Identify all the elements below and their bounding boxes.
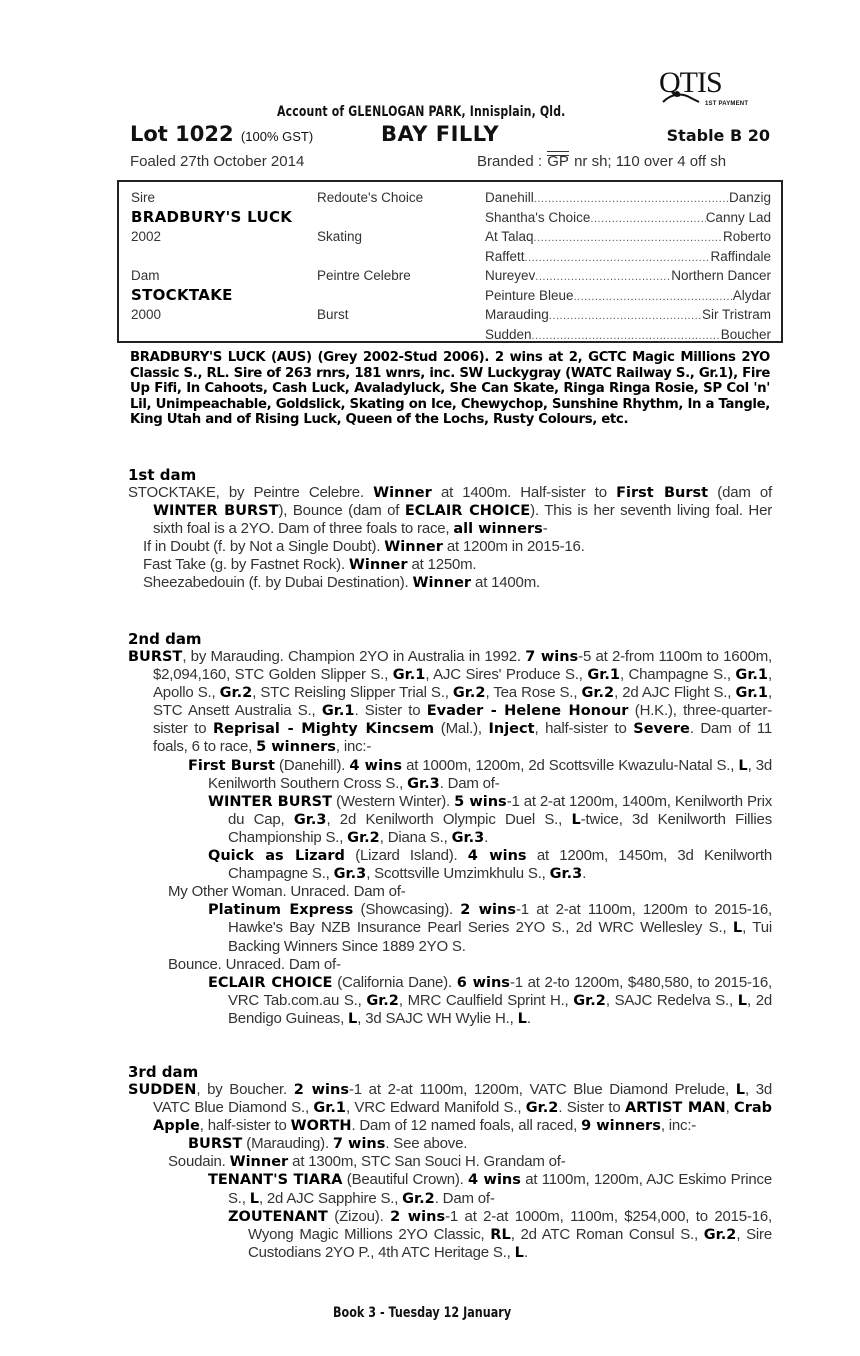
grandsire-maternal: Peintre Celebre [317,268,411,283]
sire-year: 2002 [131,229,162,244]
pedigree-line: Nureyev ..... Northern Dancer [485,266,771,286]
progeny-list [128,1135,772,1262]
dam-name: STOCKTAKE [131,285,233,304]
sire-name: BRADBURY'S LUCK [131,207,293,226]
horse-description: BAY FILLY [381,122,500,146]
pedigree-line: At Talaq ..... Roberto [485,227,771,247]
grandsire-paternal: Redoute's Choice [317,190,424,205]
pedigree-great-grandparents [485,188,771,344]
progeny-entry: Platinum Express (Showcasing). 2 wins-1 at 2-at 1100m, 1200m to 2015-16, Hawke's Bay NZB Insurance Pearl Series 2YO S., 2d WRC Wellesley S., L, Tui Backing Winners Since 1889 2YO S. [208,901,772,955]
qtis-logo [647,68,757,112]
lot-header [130,122,770,150]
dam-year: 2000 [131,307,162,322]
section-heading: 2nd dam [128,630,202,648]
lot-number: Lot 1022 (100% GST) [130,122,314,146]
sire-summary: BRADBURY'S LUCK (AUS) (Grey 2002-Stud 2006). 2 wins at 2, GCTC Magic Millions 2YO Classic S., RL. Sire of 263 rnrs, 181 wnrs, inc. SW Luckygray (WATC Railway S., Gr.1), Fire Up Fifi, In Cahoots, Cash Luck, Avaladyluck, She Can Skate, Ringa Ringa Rosie, SP Col 'n' Lil, Unimpeachable, Goldslick, Skating on Ice, Chewychop, Sunshine Rhythm, In a Tangle, King Utah and of Rising Luck, Queen of the Lochs, Rusty Colours, etc. [130,350,770,428]
brand-mark-icon: GP [547,153,569,170]
logo-text: QTIS [659,66,722,99]
progeny-entry: TENANT'S TIARA (Beautiful Crown). 4 wins at 1100m, 1200m, AJC Eskimo Prince S., L, 2d AJC Sapphire S., Gr.2. Dam of- [208,1171,772,1207]
progeny-entry: ECLAIR CHOICE (California Dane). 6 wins-1 at 2-to 1200m, $480,580, to 2015-16, VRC Tab.com.au S., Gr.2, MRC Caulfield Sprint H., Gr.2, SAJC Redelva S., L, 2d Bendigo Guineas, L, 3d SAJC WH Wylie H., L. [208,973,773,1027]
pedigree-line: Sudden ..... Boucher [485,325,771,345]
section-heading: 3rd dam [128,1063,199,1081]
progeny-entry: My Other Woman. Unraced. Dam of- [168,883,406,901]
pedigree-line: Raffett ..... Raffindale [485,247,771,267]
section-heading: 1st dam [128,466,197,484]
foal-entry: Sheezabedouin (f. by Dubai Destination). Winner at 1400m. [143,574,540,592]
foal-entry: Fast Take (g. by Fastnet Rock). Winner at 1250m. [143,556,477,574]
pedigree-line: Danehill ..... Danzig [485,188,771,208]
progeny-entry: WINTER BURST (Western Winter). 5 wins-1 at 2-at 1200m, 1400m, Kenilworth Prix du Cap, Gr.3, 2d Kenilworth Olympic Duel S., L-twice, 3d Kenilworth Fillies Championship S., Gr.2, Diana S., Gr.3. [208,792,772,846]
first-dam-section [128,466,772,593]
gst-note: (100% GST) [240,129,314,144]
page-footer: Book 3 - Tuesday 12 January [333,1305,512,1321]
dam-description: SUDDEN, by Boucher. 2 wins-1 at 2-at 1100m, 1200m, VATC Blue Diamond Prelude, L, 3d VATC Blue Diamond S., Gr.1, VRC Edward Manifold S., Gr.2. Sister to ARTIST MAN, Crab Apple, half-sister to WORTH. Dam of 12 named foals, all raced, 9 winners, inc:- [128,1081,773,1135]
stable-location: Stable B 20 [666,126,770,145]
logo-subtext: 1ST PAYMENT [705,101,749,107]
progeny-entry: Bounce. Unraced. Dam of- [168,955,341,973]
pedigree-line: Marauding ..... Sir Tristram [485,305,771,325]
pedigree-table [117,180,783,343]
third-dam-section [128,1063,772,1262]
dam-label: Dam [131,268,160,283]
foal-entry: If in Doubt (f. by Not a Single Doubt). Winner at 1200m in 2015-16. [143,538,585,556]
vendor-account: Account of GLENLOGAN PARK, Innisplain, Qld. [277,104,566,120]
granddam-paternal: Skating [317,229,363,244]
dam-description: BURST, by Marauding. Champion 2YO in Australia in 1992. 7 wins-5 at 2-from 1100m to 1600m, $2,094,160, STC Golden Slipper S., Gr.1, AJC Sires' Produce S., Gr.1, Champagne S., Gr.1, Apollo S., Gr.2, STC Reisling Slipper Trial S., Gr.2, Tea Rose S., Gr.2, 2d AJC Flight S., Gr.1, STC Ansett Australia S., Gr.1. Sister to Evader - Helene Honour (H.K.), three-quarter-sister to Reprisal - Mighty Kincsem (Mal.), Inject, half-sister to Severe. Dam of 11 foals, 6 to race, 5 winners, inc:- [128,648,773,756]
foaled-date: Foaled 27th October 2014 [130,153,305,170]
pedigree-parents [131,188,321,325]
progeny-entry: Quick as Lizard (Lizard Island). 4 wins at 1200m, 1450m, 3d Kenilworth Champagne S., Gr.3, Scottsville Umzimkhulu S., Gr.3. [208,847,772,883]
progeny-list [128,757,772,1028]
progeny-entry: BURST (Marauding). 7 wins. See above. [188,1135,468,1153]
second-dam-section [128,630,772,1028]
granddam-maternal: Burst [317,307,349,322]
progeny-entry: ZOUTENANT (Zizou). 2 wins-1 at 2-at 1000m, 1100m, $254,000, to 2015-16, Wyong Magic Millions 2YO Classic, RL, 2d ATC Roman Consul S., Gr.2, Sire Custodians 2YO P., 4th ATC Heritage S., L. [228,1207,772,1261]
branded-info: Branded : GP nr sh; 110 over 4 off sh [477,153,727,170]
pedigree-line: Shantha's Choice ..... Canny Lad [485,208,771,228]
sire-label: Sire [131,190,156,205]
dam-description: STOCKTAKE, by Peintre Celebre. Winner at 1400m. Half-sister to First Burst (dam of WINTER BURST), Bounce (dam of ECLAIR CHOICE). This is her seventh living foal. Her sixth foal is a 2YO. Dam of three foals to race, all winners- [128,484,773,538]
progeny-entry: Soudain. Winner at 1300m, STC San Souci H. Grandam of- [168,1153,566,1171]
pedigree-grandparents [317,188,477,325]
progeny-entry: First Burst (Danehill). 4 wins at 1000m, 1200m, 2d Scottsville Kwazulu-Natal S., L, 3d Kenilworth Southern Cross S., Gr.3. Dam of- [188,756,773,792]
pedigree-line: Peinture Bleue ..... Alydar [485,286,771,306]
